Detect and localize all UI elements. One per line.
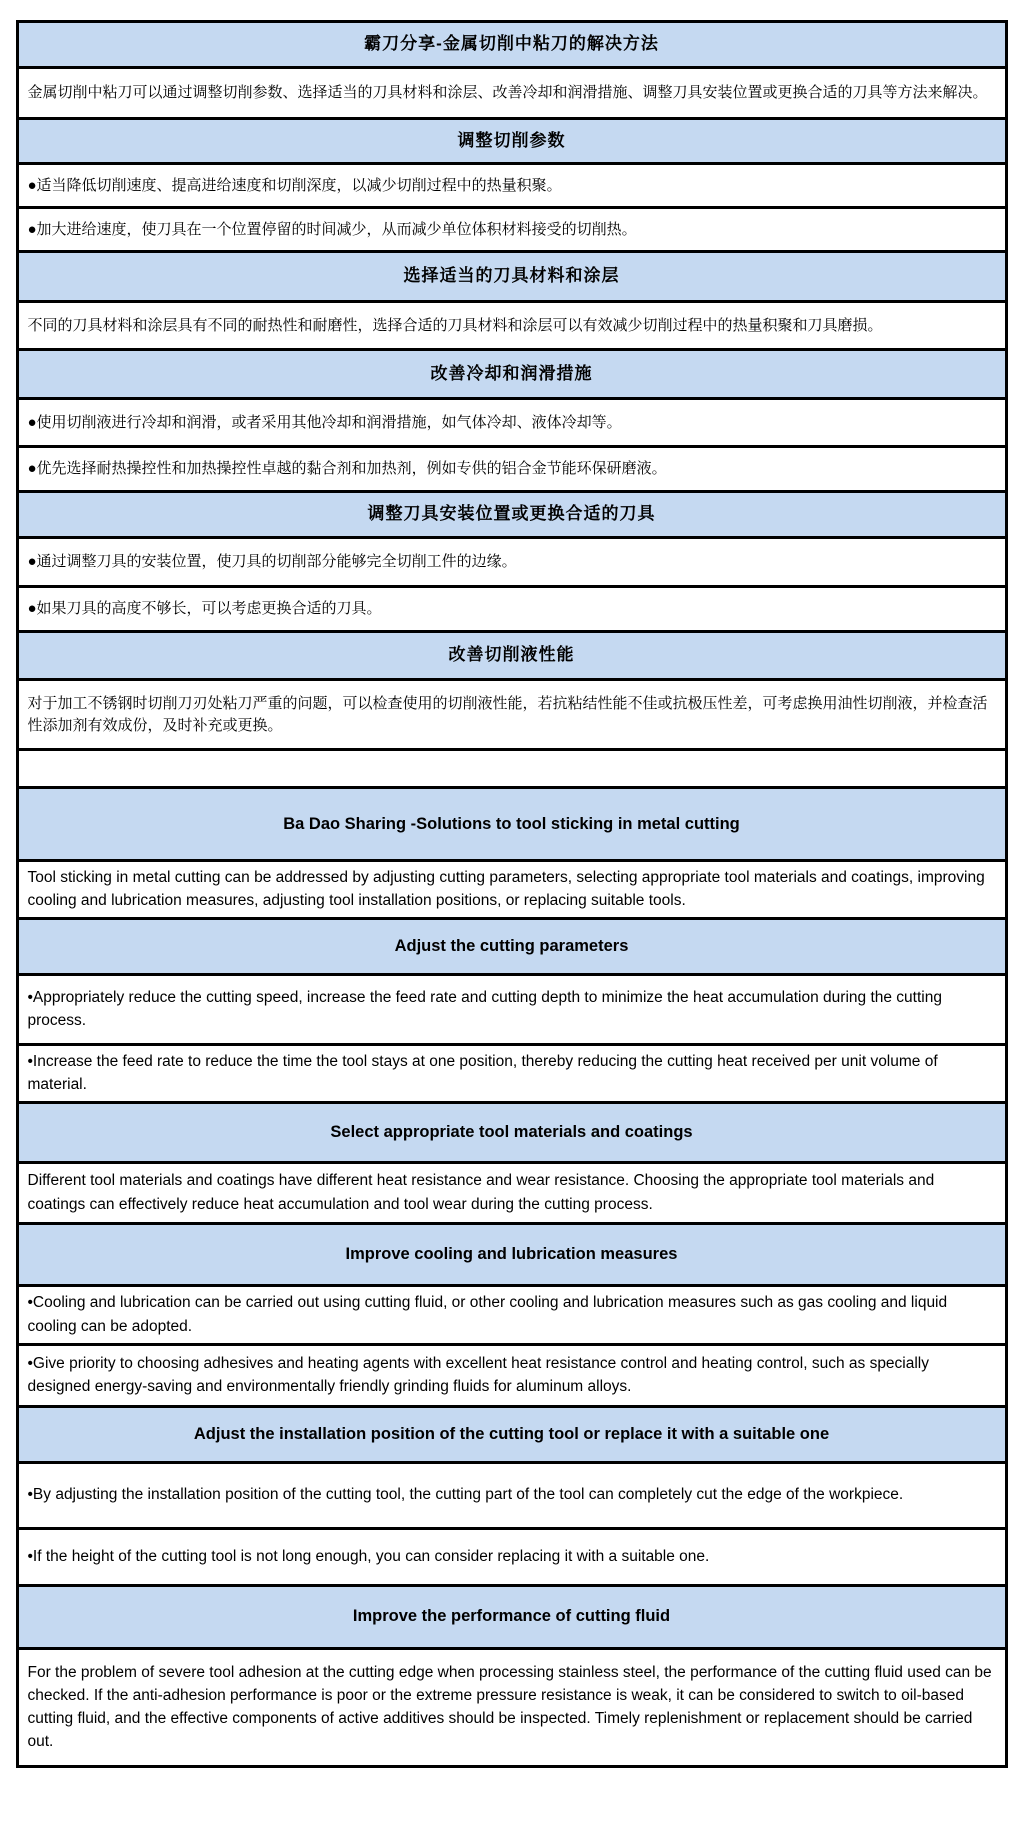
zh-section-header-select-materials — [19, 253, 1005, 303]
en-section-header-text: Improve the performance of cutting fluid — [352, 1607, 671, 1626]
en-bullet-adjust-position — [19, 1464, 1005, 1530]
en-section-header-installation-position — [19, 1408, 1005, 1464]
en-bullet-text: •Increase the feed rate to reduce the time the tool stays at one position, thereby reducing the cutting heat received per unit volume of material. — [27, 1052, 938, 1093]
zh-bullet-text: ●如果刀具的高度不够长，可以考虑更换合适的刀具。 — [27, 600, 382, 618]
en-section-header-cutting-fluid-performance — [19, 1587, 1005, 1650]
zh-bullet-reduce-speed — [19, 165, 1005, 209]
zh-bullet-text: ●通过调整刀具的安装位置，使刀具的切削部分能够完全切削工件的边缘。 — [27, 553, 517, 571]
en-intro-text: Tool sticking in metal cutting can be addressed by adjusting cutting parameters, selecting appropriate tool materials and coatings, improving cooling and lubrication measures, adjusting tool installation positions, or replacing suitable tools. — [27, 869, 985, 910]
zh-bullet-text: ●使用切削液进行冷却和润滑，或者采用其他冷却和润滑措施，如气体冷却、液体冷却等。 — [27, 413, 622, 431]
zh-document-title — [19, 23, 1005, 69]
zh-bullet-adjust-position — [19, 539, 1005, 588]
zh-bullet-text: ●适当降低切削速度、提高进给速度和切削深度，以减少切削过程中的热量积聚。 — [27, 176, 562, 194]
zh-bullet-increase-feed — [19, 209, 1005, 253]
en-bullet-increase-feed — [19, 1046, 1005, 1104]
zh-section-header-installation-position — [19, 493, 1005, 539]
zh-paragraph-cutting-fluid — [19, 681, 1005, 751]
page — [0, 20, 1023, 1827]
en-section-header-select-materials — [19, 1104, 1005, 1164]
en-bullet-text: •By adjusting the installation position of the cutting tool, the cutting part of the tool can completely cut the edge of the workpiece. — [27, 1486, 904, 1504]
en-paragraph-text: For the problem of severe tool adhesion at the cutting edge when processing stainless steel, the performance of the cutting fluid used can be checked. If the anti-adhesion performance is poor or the extreme pressure resistance is weak, it can be considered to switch to oil-based cutting fluid, and the effective components of active additives should be inspected. Timely replenishment or replacement should be carried out. — [27, 1663, 992, 1751]
en-paragraph-text: Different tool materials and coatings have different heat resistance and wear resistance. Choosing the appropriate tool materials and coatings can effectively reduce heat accumulation and tool wear during the cutting process. — [27, 1172, 935, 1213]
zh-intro-paragraph — [19, 69, 1005, 120]
zh-paragraph-text: 对于加工不锈钢时切削刀刃处粘刀严重的问题，可以检查使用的切削液性能，若抗粘结性能不佳或抗极压性差，可考虑换用油性切削液，并检查活性添加剂有效成份，及时补充或更换。 — [27, 694, 988, 734]
en-section-header-cooling-lubrication — [19, 1225, 1005, 1287]
zh-intro-text: 金属切削中粘刀可以通过调整切削参数、选择适当的刀具材料和涂层、改善冷却和润滑措施、调整刀具安装位置或更换合适的刀具等方法来解决。 — [27, 84, 988, 102]
zh-bullet-text: ●优先选择耐热操控性和加热操控性卓越的黏合剂和加热剂，例如专供的铝合金节能环保研磨液。 — [27, 460, 667, 478]
en-bullet-reduce-speed — [19, 976, 1005, 1046]
zh-paragraph-materials — [19, 303, 1005, 351]
zh-section-header-adjust-parameters — [19, 120, 1005, 165]
en-paragraph-materials — [19, 1164, 1005, 1225]
en-bullet-text: •Appropriately reduce the cutting speed, increase the feed rate and cutting depth to minimize the heat accumulation during the cutting process. — [27, 988, 942, 1029]
zh-section-header-text: 调整切削参数 — [457, 130, 566, 150]
en-bullet-replace-tool — [19, 1530, 1005, 1587]
zh-section-header-text: 改善冷却和润滑措施 — [430, 363, 593, 383]
en-section-header-adjust-parameters — [19, 920, 1005, 976]
en-paragraph-cutting-fluid — [19, 1650, 1005, 1765]
zh-section-header-text: 调整刀具安装位置或更换合适的刀具 — [367, 504, 656, 524]
en-section-header-text: Adjust the installation position of the cutting tool or replace it with a suitable one — [193, 1424, 830, 1443]
en-document-title-text: Ba Dao Sharing -Solutions to tool sticking in metal cutting — [283, 814, 740, 833]
zh-section-header-text: 改善切削液性能 — [448, 645, 575, 665]
en-bullet-cutting-fluid — [19, 1287, 1005, 1346]
en-section-header-text: Improve cooling and lubrication measures — [345, 1244, 678, 1263]
en-section-header-text: Select appropriate tool materials and coatings — [330, 1122, 693, 1141]
zh-section-header-cutting-fluid-performance — [19, 633, 1005, 681]
spacer-row — [19, 751, 1005, 789]
solution-table — [16, 20, 1008, 1768]
en-bullet-text: •If the height of the cutting tool is not long enough, you can consider replacing it with a suitable one. — [27, 1547, 710, 1565]
zh-document-title-text: 霸刀分享-金属切削中粘刀的解决方法 — [364, 34, 659, 54]
en-bullet-text: •Give priority to choosing adhesives and heating agents with excellent heat resistance control and heating control, such as specially designed energy-saving and environmentally friendly grinding fluids for aluminum alloys. — [27, 1354, 930, 1395]
zh-bullet-text: ●加大进给速度，使刀具在一个位置停留的时间减少，从而减少单位体积材料接受的切削热。 — [27, 220, 637, 238]
en-intro-paragraph — [19, 862, 1005, 920]
zh-paragraph-text: 不同的刀具材料和涂层具有不同的耐热性和耐磨性，选择合适的刀具材料和涂层可以有效减少切削过程中的热量积聚和刀具磨损。 — [27, 316, 883, 334]
en-section-header-text: Adjust the cutting parameters — [394, 936, 629, 955]
zh-section-header-text: 选择适当的刀具材料和涂层 — [403, 266, 620, 286]
zh-section-header-cooling-lubrication — [19, 351, 1005, 400]
zh-bullet-adhesives — [19, 448, 1005, 493]
en-bullet-text: •Cooling and lubrication can be carried out using cutting fluid, or other cooling and lubrication measures such as gas cooling and liquid cooling can be adopted. — [27, 1294, 948, 1335]
zh-bullet-cutting-fluid — [19, 400, 1005, 448]
en-bullet-adhesives — [19, 1346, 1005, 1408]
zh-bullet-replace-tool — [19, 588, 1005, 633]
en-document-title — [19, 789, 1005, 862]
